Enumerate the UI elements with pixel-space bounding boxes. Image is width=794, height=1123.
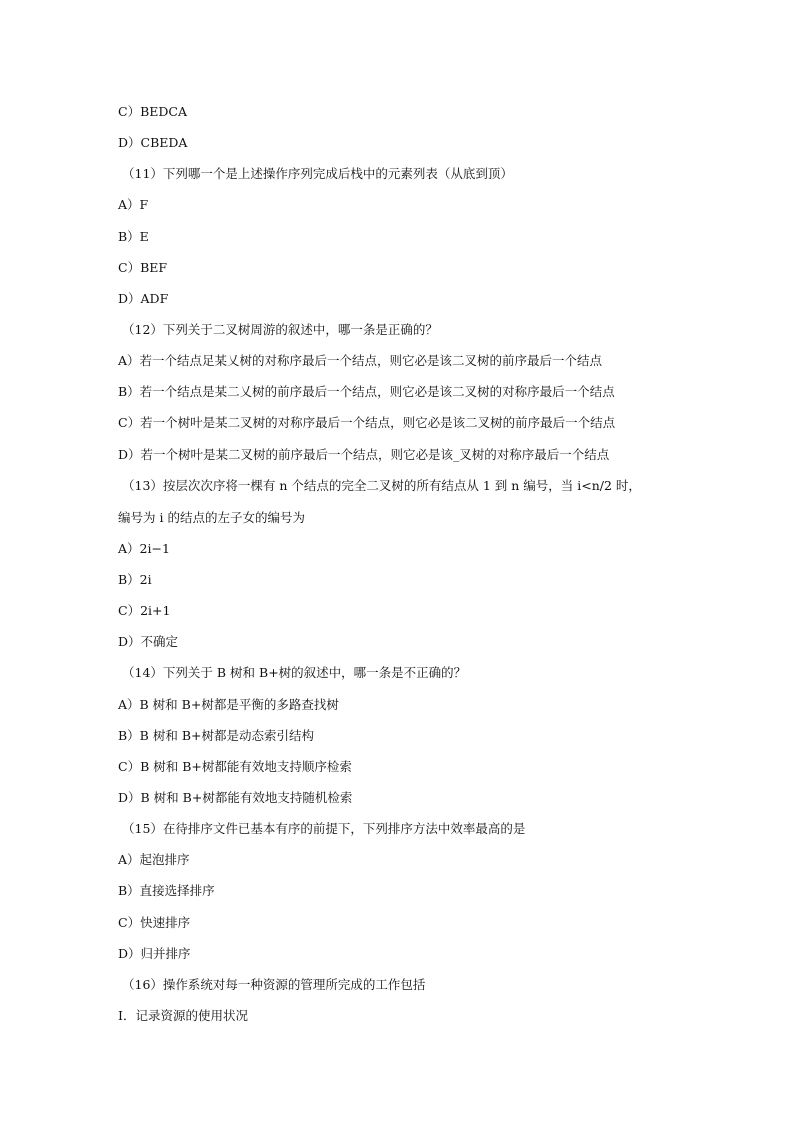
option-d: D）归并排序 [118, 946, 191, 961]
option-d: D）若一个树叶是某二叉树的前序最后一个结点，则它必是该_叉树的对称序最后一个结点 [118, 447, 610, 462]
option-c: C）若一个树叶是某二叉树的对称序最后一个结点，则它必是该二叉树的前序最后一个结点 [118, 415, 616, 430]
option-b: B）E [118, 229, 149, 244]
question-11: （11）下列哪一个是上述操作序列完成后栈中的元素列表（从底到顶） [122, 166, 513, 181]
question-15: （15）在待排序文件已基本有序的前提下，下列排序方法中效率最高的是 [122, 821, 526, 836]
option-c: C）BEF [118, 260, 168, 275]
option-c: C）BEDCA [118, 104, 187, 119]
question-13-continued: 编号为 i 的结点的左子女的编号为 [118, 510, 305, 525]
option-d: D）不确定 [118, 634, 179, 649]
option-d: D）ADF [118, 291, 169, 306]
question-16: （16）操作系统对每一种资源的管理所完成的工作包括 [122, 977, 426, 992]
option-b: B）2i [118, 572, 152, 587]
option-a: A）若一个结点足某乂树的对称序最后一个结点，则它必是该二叉树的前序最后一个结点 [118, 353, 603, 368]
option-d: D）B 树和 B+树都能有效地支持随机检索 [118, 790, 353, 805]
option-a: A）2i−1 [118, 541, 170, 556]
option-d: D）CBEDA [118, 135, 188, 150]
question-12: （12）下列关于二叉树周游的叙述中，哪一条是正确的？ [122, 322, 438, 337]
option-b: B）直接选择排序 [118, 883, 215, 898]
option-c: C）B 树和 B+树都能有效地支持顺序检索 [118, 759, 352, 774]
option-c: C）快速排序 [118, 915, 191, 930]
option-b: B）B 树和 B+树都是动态索引结构 [118, 728, 314, 743]
item-i: I．记录资源的使用状况 [118, 1008, 248, 1023]
option-a: A）F [118, 197, 149, 212]
option-c: C）2i+1 [118, 603, 171, 618]
question-13: （13）按层次次序将一棵有 n 个结点的完全二叉树的所有结点从 1 到 n 编号，当 i<n/2 时， [122, 478, 641, 493]
option-b: B）若一个结点是某二乂树的前序最后一个结点，则它必是该二叉树的对称序最后一个结点 [118, 384, 615, 399]
option-a: A）起泡排序 [118, 852, 190, 867]
question-14: （14）下列关于 B 树和 B+树的叙述中，哪一条是不正确的？ [122, 665, 467, 680]
option-a: A）B 树和 B+树都是平衡的多路查找树 [118, 697, 339, 712]
